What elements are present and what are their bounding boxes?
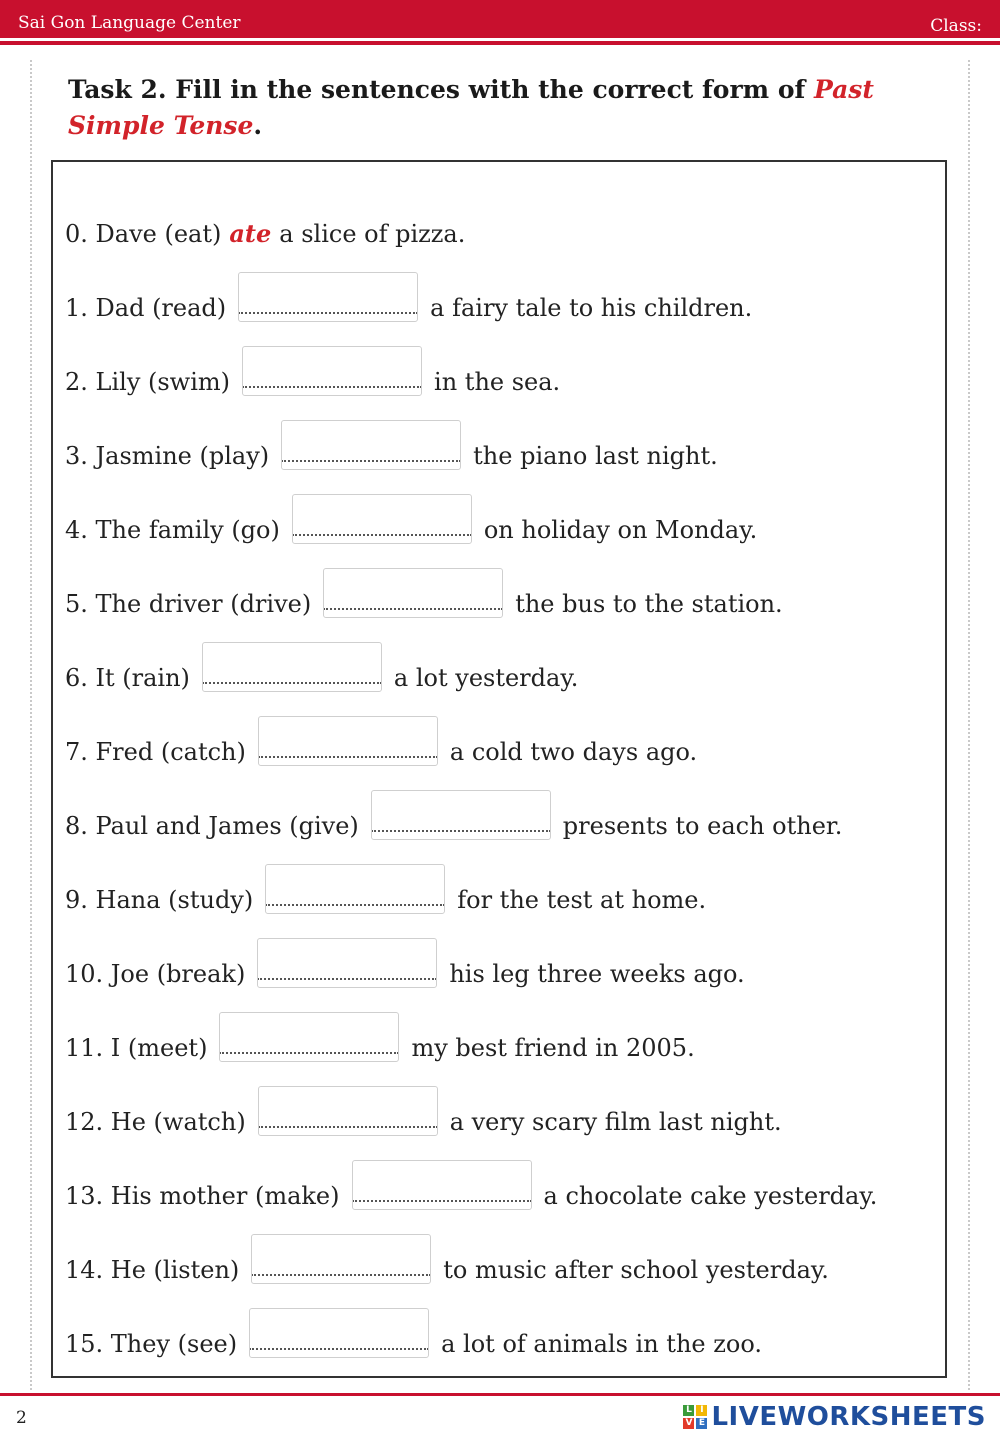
answer-input-2[interactable] (242, 346, 422, 396)
liveworksheets-logo (683, 1402, 986, 1432)
example-suffix: a slice of pizza. (279, 220, 466, 248)
question-suffix: a lot yesterday. (393, 664, 579, 692)
answer-input-3[interactable] (281, 420, 461, 470)
page-number: 2 (16, 1408, 27, 1428)
answer-input-1[interactable] (238, 272, 418, 322)
answer-slot (265, 864, 445, 914)
class-label: Class: (930, 16, 982, 36)
answer-slot (292, 494, 472, 544)
example-answer: ate (229, 219, 272, 248)
question-row (65, 780, 842, 840)
answer-slot (219, 1012, 399, 1062)
question-row (65, 706, 697, 766)
example-prefix: 0. Dave (eat) (65, 220, 222, 248)
question-suffix: my best friend in 2005. (411, 1034, 695, 1062)
task-title-highlight: Past Simple Tense (68, 75, 874, 140)
question-row (65, 1150, 877, 1210)
question-suffix: for the test at home. (457, 886, 707, 914)
question-prefix: 6. It (rain) (65, 664, 190, 692)
question-prefix: 12. He (watch) (65, 1108, 246, 1136)
answer-slot (249, 1308, 429, 1358)
question-row (65, 1298, 762, 1358)
question-row (65, 632, 578, 692)
question-row (65, 558, 783, 618)
left-dotted-margin (30, 60, 32, 1390)
answer-input-10[interactable] (257, 938, 437, 988)
center-name: Sai Gon Language Center (18, 13, 241, 33)
question-suffix: the bus to the station. (515, 590, 783, 618)
header-divider (0, 41, 1000, 45)
question-suffix: on holiday on Monday. (483, 516, 758, 544)
question-suffix: presents to each other. (562, 812, 843, 840)
logo-cell: E (696, 1418, 707, 1429)
question-suffix: a very scary film last night. (449, 1108, 782, 1136)
answer-input-7[interactable] (258, 716, 438, 766)
question-prefix: 14. He (listen) (65, 1256, 240, 1284)
answer-input-12[interactable] (258, 1086, 438, 1136)
question-prefix: 4. The family (go) (65, 516, 280, 544)
logo-cell: V (683, 1418, 694, 1429)
task-title-suffix: . (253, 111, 263, 140)
question-prefix: 5. The driver (drive) (65, 590, 312, 618)
answer-slot (352, 1160, 532, 1210)
question-suffix: his leg three weeks ago. (449, 960, 745, 988)
right-dotted-margin (968, 60, 970, 1390)
answer-input-15[interactable] (249, 1308, 429, 1358)
question-prefix: 2. Lily (swim) (65, 368, 231, 396)
question-row (65, 1002, 695, 1062)
answer-slot (257, 938, 437, 988)
live-logo-icon (683, 1405, 707, 1429)
answer-input-9[interactable] (265, 864, 445, 914)
question-prefix: 10. Joe (break) (65, 960, 246, 988)
answer-input-4[interactable] (292, 494, 472, 544)
question-suffix: a fairy tale to his children. (430, 294, 753, 322)
answer-slot (251, 1234, 431, 1284)
question-suffix: a cold two days ago. (449, 738, 698, 766)
question-row (65, 1224, 829, 1284)
answer-slot (238, 272, 418, 322)
question-row (65, 410, 718, 470)
task-title-prefix: Task 2. Fill in the sentences with the correct form of (68, 75, 814, 104)
question-prefix: 1. Dad (read) (65, 294, 227, 322)
question-row (65, 928, 745, 988)
logo-cell: I (696, 1405, 707, 1416)
answer-input-14[interactable] (251, 1234, 431, 1284)
answer-slot (323, 568, 503, 618)
question-row (65, 262, 752, 322)
question-prefix: 11. I (meet) (65, 1034, 208, 1062)
question-prefix: 3. Jasmine (play) (65, 442, 270, 470)
logo-cell: L (683, 1405, 694, 1416)
brand-text: LIVEWORKSHEETS (711, 1402, 986, 1432)
answer-input-8[interactable] (371, 790, 551, 840)
question-row (65, 336, 560, 396)
answer-input-5[interactable] (323, 568, 503, 618)
question-prefix: 7. Fred (catch) (65, 738, 246, 766)
answer-input-6[interactable] (202, 642, 382, 692)
answer-slot (258, 716, 438, 766)
question-prefix: 8. Paul and James (give) (65, 812, 359, 840)
answer-slot (281, 420, 461, 470)
question-suffix: to music after school yesterday. (443, 1256, 829, 1284)
question-suffix: in the sea. (434, 368, 561, 396)
task-title (68, 72, 948, 144)
header-bar (0, 0, 1000, 38)
answer-input-13[interactable] (352, 1160, 532, 1210)
question-suffix: the piano last night. (473, 442, 718, 470)
question-suffix: a chocolate cake yesterday. (543, 1182, 878, 1210)
question-row (65, 1076, 782, 1136)
question-prefix: 9. Hana (study) (65, 886, 254, 914)
answer-slot (242, 346, 422, 396)
answer-slot (258, 1086, 438, 1136)
example-row (65, 188, 465, 248)
question-prefix: 15. They (see) (65, 1330, 238, 1358)
answer-slot (371, 790, 551, 840)
footer-divider (0, 1393, 1000, 1396)
question-prefix: 13. His mother (make) (65, 1182, 340, 1210)
question-suffix: a lot of animals in the zoo. (441, 1330, 762, 1358)
question-row (65, 484, 757, 544)
question-row (65, 854, 706, 914)
answer-slot (202, 642, 382, 692)
answer-input-11[interactable] (219, 1012, 399, 1062)
